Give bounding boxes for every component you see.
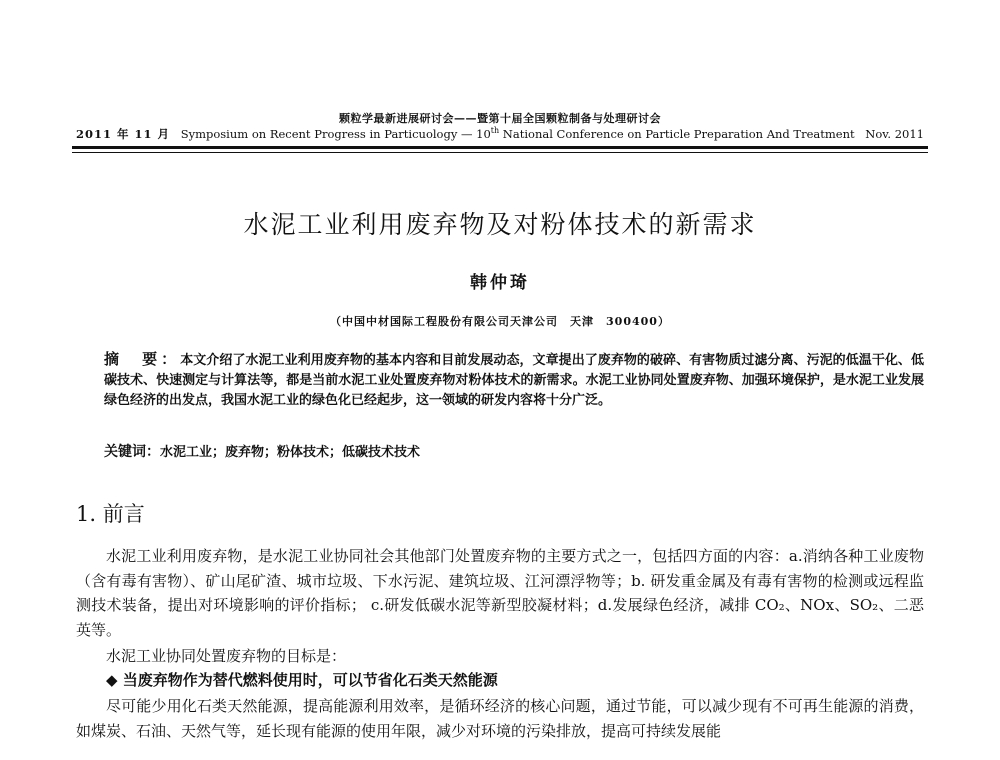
paragraph-intro: 水泥工业利用废弃物，是水泥工业协同社会其他部门处置废弃物的主要方式之一，包括四方面的内容：a.消纳各种工业废物（含有毒有害物）、矿山尾矿渣、城市垃圾、下水污泥、建筑垃圾、江河漂浮物等；b. 研发重金属及有毒有害物的检测或远程监测技术装备，提出对环境影响的评价指标； c.研发低碳水泥等新型胶凝材料；d.发展绿色经济，减排 CO₂、NOx、SO₂、二恶英等。 (76, 547, 924, 639)
abstract (104, 349, 924, 411)
header-date-zh: 2011 年 11 月 (76, 127, 171, 141)
abstract-label: 摘 要： (104, 350, 181, 368)
paragraph-energy: 尽可能少用化石类天然能源，提高能源利用效率，是循环经济的核心问题，通过节能，可以减少现有不可再生能源的消费，如煤炭、石油、天然气等，延长现有能源的使用年限，减少对环境的污染排放，提高可持续发展能 (76, 697, 924, 740)
paper-author: 韩仲琦 (470, 273, 530, 293)
keywords-label: 关键词： (104, 444, 160, 460)
bullet-item: ◆ 当废弃物作为替代燃料使用时，可以节省化石类天然能源 (106, 671, 498, 689)
header-rule-thick (72, 146, 928, 149)
header-date-en: Nov. 2011 (865, 127, 924, 141)
section-heading: 1. 前言 (76, 502, 145, 526)
conference-title-en-part1: Symposium on Recent Progress in Particuology — 10 (180, 127, 491, 141)
paragraph-goals: 水泥工业协同处置废弃物的目标是： (106, 647, 347, 665)
running-header (76, 126, 924, 142)
author-affiliation: （中国中材国际工程股份有限公司天津公司 天津 300400） (330, 315, 670, 328)
conference-title-en (181, 126, 855, 141)
paper-title: 水泥工业利用废弃物及对粉体技术的新需求 (243, 210, 757, 239)
conference-title-en-part2: National Conference on Particle Preparation And Treatment (499, 127, 855, 141)
keywords (104, 441, 924, 461)
abstract-text: 本文介绍了水泥工业利用废弃物的基本内容和目前发展动态，文章提出了废弃物的破碎、有害物质过滤分离、污泥的低温干化、低碳技术、快速测定与计算法等，都是当前水泥工业处置废弃物对粉体技术的新需求。水泥工业协同处置废弃物、加强环境保护，是水泥工业发展绿色经济的出发点，我国水泥工业的绿色化已经起步，这一领域的研发内容将十分广泛。 (104, 353, 924, 408)
keywords-text: 水泥工业；废弃物；粉体技术；低碳技术技术 (160, 445, 421, 460)
ordinal-suffix: th (490, 126, 500, 136)
header-rule-thin (72, 152, 928, 153)
conference-title-zh: 颗粒学最新进展研讨会——暨第十届全国颗粒制备与处理研讨会 (339, 112, 661, 125)
